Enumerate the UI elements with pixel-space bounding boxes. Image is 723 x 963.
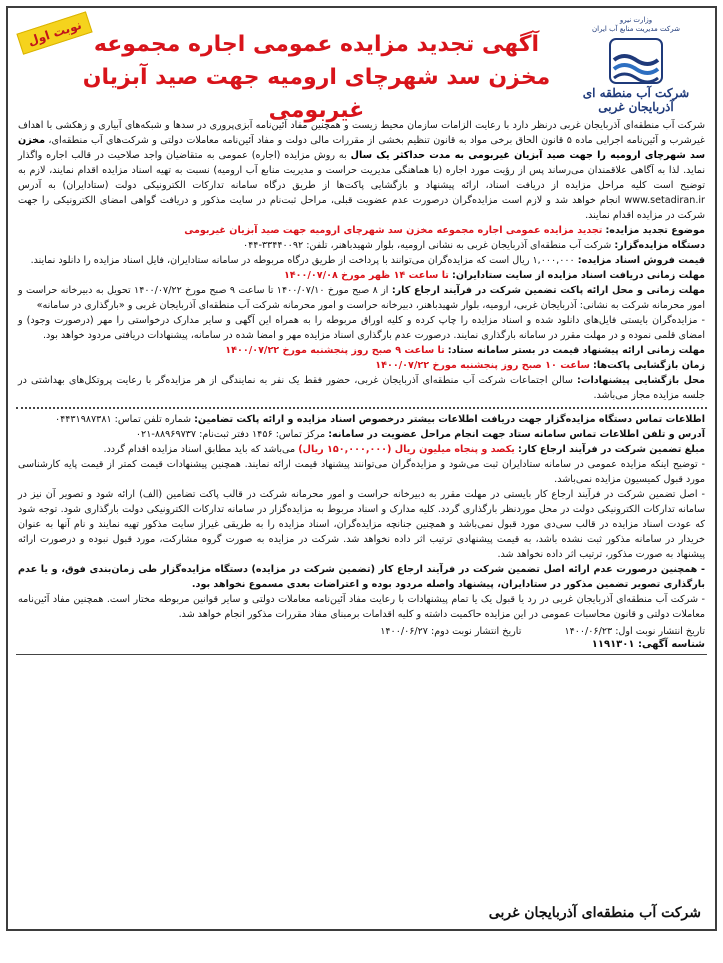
advertisement-page xyxy=(6,6,717,931)
setad-row xyxy=(18,427,705,442)
note-2: - توضیح اینکه مزایده عمومی در سامانه ستادایران ثبت می‌شود و مزایده‌گران می‌توانند پیشنهاد قیمت ارائه نمایند. همچنین پیشنهادات قیمت کمتر از قیمت پایه کارشناسی مورد قبول کمیسیون مزایده نمی‌باشد. xyxy=(18,459,705,485)
org-row xyxy=(18,238,705,253)
org-value: شرکت آب منطقه‌ای آذربایجان غربی به نشانی ارومیه، بلوار شهیدباهنر، تلفن: ۳۳۴۴۰۰۹۲-۰۴۴ xyxy=(242,240,612,251)
price-key: قیمت فروش اسناد مزایده: xyxy=(577,255,705,266)
intro-paragraph xyxy=(18,118,705,223)
ministry-line-2: شرکت مدیریت منابع آب ایران xyxy=(592,25,680,33)
subject-key: موضوع تجدید مزایده: xyxy=(605,225,705,236)
deadline-docs-row xyxy=(18,268,705,283)
deadline-docs-key: مهلت زمانی دریافت اسناد مزایده از سایت ستادایران: xyxy=(451,270,705,281)
place-key: محل بازگشایی پیشنهادات: xyxy=(576,375,705,386)
opening-key: زمان بازگشایی پاکت‌ها: xyxy=(593,360,705,371)
bid-row xyxy=(18,343,705,358)
deadline-docs-value: تا ساعت ۱۴ ظهر مورخ ۱۴۰۰/۰۷/۰۸ xyxy=(283,270,449,281)
bid-value: تا ساعت ۹ صبح روز پنجشنبه مورخ ۱۴۰۰/۰۷/۲۲ xyxy=(225,345,445,356)
bid-key: مهلت زمانی ارائه پیشنهاد قیمت در بستر سامانه ستاد: xyxy=(447,345,705,356)
ad-title: آگهی تجدید مزایده عمومی اجاره مجموعه مخزن سد شهرچای ارومیه جهت صید آبزیان غیربومی xyxy=(82,32,551,123)
subject-value: تجدید مزایده عمومی اجاره مجموعه مخزن سد شهرچای ارومیه جهت صید آبزیان غیربومی xyxy=(184,225,603,236)
amount-key: مبلغ تضمین شرکت در فرآیند ارجاع کار: xyxy=(517,444,705,455)
place-row xyxy=(18,373,705,403)
note-5: - شرکت آب منطقه‌ای آذربایجان غربی در رد یا قبول یک یا تمام پیشنهادات با رعایت مفاد آئین‌نامه معاملات دولتی و سایر قوانین مربوطه مختار است. همچنین مفاد آئین‌نامه معاملات دولتی و قانون محاسبات عمومی در این مزایده حاکمیت داشته و کلیه اقدامات برمبنای مفاد مقررات مذکور انجام خواهد شد. xyxy=(18,594,705,620)
subject-row xyxy=(18,223,705,238)
logo-company-name: شرکت آب منطقه ای آذربایجان غربی xyxy=(582,86,690,114)
price-value: ۱,۰۰۰,۰۰۰ ریال است که مزایده‌گران می‌توانند با پرداخت از طریق درگاه مربوطه در سامانه ستادایران، فایل اسناد مزایده را دانلود نمایند. xyxy=(30,255,575,266)
opening-row xyxy=(18,358,705,373)
footer-divider xyxy=(16,654,707,655)
contact-section xyxy=(18,412,705,622)
publish-dates xyxy=(18,626,705,637)
intro-text-2: به روش مزایده (اجاره) عمومی به متقاضیان واجد صلاحیت در قالب اجاره واگذار نماید. لذا به آگاهی علاقمندان می‌رساند پس از رؤیت مورد اجاره (با هماهنگی مدیریت حراست و مدیریت منابع آب ارومیه) نسبت به تهیه اسناد مزایده اقدام نمایند، لازم به توضیح است کلیه مراحل مزایده از دریافت اسناد، ارائه پیشنهاد و بازگشایی پاکت‌ها از طریق درگاه سامانه تدارکات الکترونیکی دولت (ستادایران) به آدرس www.setadiran.ir انجام خواهد شد و لازم است مزایده‌گران درصورت عدم عضویت قبلی، مراحل ثبت‌نام در سایت مذکور و دریافت گواهی امضای الکترونیکی را جهت شرکت در مزایده اقدام نمایند. xyxy=(18,150,705,221)
water-drop-logo-icon xyxy=(609,38,663,84)
contact-key: اطلاعات تماس دستگاه مزایده‌گزار جهت دریافت اطلاعات بیشتر درخصوص اسناد مزایده و ارائه پاکت تضامین: xyxy=(194,414,705,425)
section-divider xyxy=(16,407,707,409)
price-row xyxy=(18,253,705,268)
contact-row xyxy=(18,412,705,427)
intro-text-1: شرکت آب منطقه‌ای آذربایجان غربی درنظر دارد با رعایت الزامات سازمان محیط زیست و همچنین مفاد آئین‌نامه آبزی‌پروری در سدها و شبکه‌های آبیاری و زهکشی با اهداف غیرشرب و آئین‌نامه اجرایی ماده ۵ قانون الحاق برخی مواد به قانون تنظیم بخشی از مقررات مالی دولت و مفاد آئین‌نامه معاملات دولتی و شرکت‌های آب منطقه‌ای، xyxy=(18,120,705,146)
amount-value: یکصد و پنجاه میلیون ریال (۱۵۰,۰۰۰,۰۰۰ ریال) xyxy=(298,444,515,455)
amount-tail: می‌باشد که باید مطابق اسناد مزایده اقدام گردد. xyxy=(103,444,296,455)
guarantee-value: از ۸ صبح مورخ ۱۴۰۰/۰۷/۱۰ تا ساعت ۹ صبح مورخ ۱۴۰۰/۰۷/۲۲ تحویل به دبیرخانه حراست و امور محرمانه شرکت به نشانی: آذربایجان غربی، ارومیه، بلوار شهیدباهنر، دبیرخانه حراست و امور محرمانه شرکت آب منطقه‌ای آذربایجان غربی و «بارگذاری در سامانه» xyxy=(18,285,705,311)
ad-id: شناسه آگهی: ۱۱۹۱۳۰۱ xyxy=(591,639,705,650)
date-first: تاریخ انتشار نوبت اول: ۱۴۰۰/۰۶/۲۳ xyxy=(564,626,705,637)
ministry-line-1: وزارت نیرو xyxy=(619,16,653,24)
guarantee-row xyxy=(18,283,705,313)
guarantee-key: مهلت زمانی و محل ارائه پاکت تضمین شرکت در فرآیند ارجاع کار: xyxy=(391,285,705,296)
setad-value: مرکز تماس: ۱۴۵۶ دفتر ثبت‌نام: ۸۸۹۶۹۷۳۷-۰۲۱ xyxy=(135,429,326,440)
amount-row xyxy=(18,442,705,457)
org-key: دستگاه مزایده‌گزار: xyxy=(614,240,705,251)
note-4: - همچنین درصورت عدم ارائه اصل تضمین شرکت در فرآیند ارجاع کار (تضمین شرکت در مزایده) دستگاه مزایده‌گزار طی زمان‌بندی فوق، و یا عدم بارگذاری تصویر تضمین مذکور در ستادایران، پیشنهاد واصله مردود بوده و اعتراضات بعدی مسموع نخواهد بود. xyxy=(18,564,705,590)
note-3: - اصل تضمین شرکت در فرآیند ارجاع کار بایستی در مهلت مقرر به دبیرخانه حراست و امور محرمانه شرکت در قالب پاکت تضامین (الف) ارائه شود و تصویر آن نیز در سامانه تدارکات الکترونیکی دولت در محل موردنظر بارگذاری گردد. کلیه مدارک و اسناد مربوط به مزایده‌گزار در سامانه تدارکات الکترونیکی دولت بارگذاری شود. توجه شود که عودت اسناد مزایده در قالب سی‌دی مورد قبول نمی‌باشد و همچنین جنانچه مزایده‌گران، اسناد مزایده را به طریقی غیراز سایت مذکور تهیه نمایند و نام آنها به عنوان خریدار در سامانه مذکور ثبت نشده باشد، به قیمت پیشنهادی ترتیب اثر داده نخواهد شد. شرکت در مزایده به صورت گروه مشارکت، مورد قبول نبوده و درصورت ارائه پیشنهاد به صورت مذکور، ترتیب اثر داده نخواهد شد. xyxy=(18,489,705,560)
note-1: - مزایده‌گران بایستی فایل‌های دانلود شده و اسناد مزایده را چاپ کرده و کلیه اوراق مربوطه را به همراه این آگهی و سایر مدارک درخواستی را مهر (درصورت وجود) و امضای قلمی نموده و در مهلت مقرر در سامانه بارگذاری نمایند. درصورت عدم بارگذاری اسناد مزایده مهر و امضا شده در سامانه، پیشنهادات دریافتی مردود خواهد بود. xyxy=(18,315,705,341)
header xyxy=(8,8,715,123)
date-second: تاریخ انتشار نوبت دوم: ۱۴۰۰/۰۶/۲۷ xyxy=(380,626,522,637)
setad-key: آدرس و تلفن اطلاعات تماس سامانه ستاد جهت انجام مراحل عضویت در سامانه: xyxy=(328,429,705,440)
contact-value: شماره تلفن تماس: ۰۴۴۳۱۹۸۷۳۸۱ xyxy=(54,414,192,425)
footer-company-name: شرکت آب منطقه‌ای آذربایجان غربی xyxy=(488,905,701,921)
first-round-badge: نوبت اول xyxy=(16,11,93,55)
auction-details xyxy=(18,223,705,403)
opening-value: ساعت ۱۰ صبح روز پنجشنبه مورخ ۱۴۰۰/۰۷/۲۲ xyxy=(375,360,590,371)
company-logo xyxy=(571,16,701,114)
place-value: سالن اجتماعات شرکت آب منطقه‌ای آذربایجان غربی، حضور فقط یک نفر به نمایندگی از هر مزایده‌گر با رعایت پروتکل‌های بهداشتی در جلسه مزایده مجاز می‌باشد. xyxy=(18,375,705,401)
intro-bold: مخزن سد شهرچای ارومیه را جهت صید آبزیان غیربومی به مدت حداکثر یک سال xyxy=(18,135,705,161)
